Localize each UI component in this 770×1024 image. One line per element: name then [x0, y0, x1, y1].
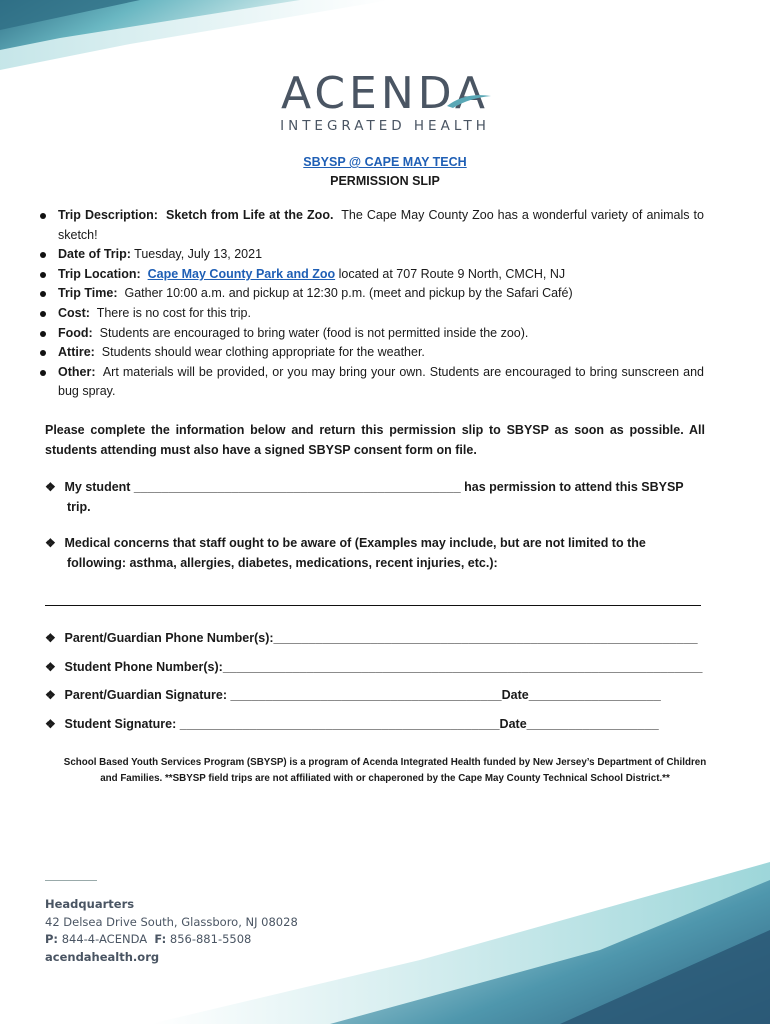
- medical-concerns-line[interactable]: [45, 605, 701, 606]
- diamond-bullet-icon: ❖: [45, 717, 56, 731]
- bullet-icon: [40, 370, 46, 376]
- hq-website-link[interactable]: acendahealth.org: [45, 949, 160, 964]
- bullet-icon: [40, 252, 46, 258]
- diamond-bullet-icon: ❖: [45, 631, 56, 645]
- divider: [45, 880, 97, 881]
- logo-subtitle: INTEGRATED HEALTH: [280, 118, 490, 134]
- list-item-cost: Cost: There is no cost for this trip.: [40, 304, 704, 324]
- document-title: PERMISSION SLIP: [330, 174, 440, 188]
- student-phone-field[interactable]: ❖ Student Phone Number(s):_____________________________________________________________________: [45, 657, 705, 677]
- trip-details-list: [40, 206, 704, 402]
- guardian-signature-field[interactable]: ❖ Parent/Guardian Signature: _______________________________________Date___________________: [45, 685, 705, 705]
- program-footnote: School Based Youth Services Program (SBYSP) is a program of Acenda Integrated Health funded by New Jersey’s Department of Children and Families. **SBYSP field trips are not affiliated with or chaperoned by the Cape May County Technical School District.**: [63, 757, 707, 784]
- bullet-icon: [40, 291, 46, 297]
- diamond-bullet-icon: ❖: [45, 688, 56, 702]
- diamond-bullet-icon: ❖: [45, 480, 56, 494]
- student-permission-field[interactable]: ❖ My student _______________________________________________ has permission to attend this SBYSP trip.: [45, 477, 705, 517]
- logo-swoosh-icon: [445, 90, 493, 110]
- location-link[interactable]: Cape May County Park and Zoo: [147, 266, 336, 281]
- diamond-bullet-icon: ❖: [45, 536, 56, 550]
- medical-concerns-field[interactable]: ❖ Medical concerns that staff ought to be aware of (Examples may include, but are not limited to the following: asthma, allergies, diabetes, medications, recent injuries, etc.):: [45, 533, 705, 573]
- instructions-paragraph: Please complete the information below and return this permission slip to SBYSP as soon as possible. All students attending must also have a signed SBYSP consent form on file.: [45, 423, 705, 457]
- acenda-logo: [0, 68, 770, 134]
- bullet-icon: [40, 272, 46, 278]
- guardian-phone-field[interactable]: ❖ Parent/Guardian Phone Number(s):_____________________________________________________________: [45, 628, 705, 648]
- bullet-icon: [40, 331, 46, 337]
- list-item-food: Food: Students are encouraged to bring water (food is not permitted inside the zoo).: [40, 324, 704, 344]
- program-title[interactable]: SBYSP @ CAPE MAY TECH: [303, 155, 467, 169]
- student-signature-field[interactable]: ❖ Student Signature: ______________________________________________Date___________________: [45, 714, 705, 734]
- diamond-bullet-icon: ❖: [45, 660, 56, 674]
- list-item-location: Trip Location: Cape May County Park and Zoo located at 707 Route 9 North, CMCH, NJ: [40, 265, 704, 285]
- list-item-description: Trip Description: Sketch from Life at the Zoo. The Cape May County Zoo has a wonderful variety of animals to sketch!: [40, 206, 704, 245]
- headquarters-block: [45, 896, 298, 966]
- hq-address: 42 Delsea Drive South, Glassboro, NJ 08028: [45, 914, 298, 929]
- logo-name: ACENDA: [281, 68, 489, 119]
- list-item-attire: Attire: Students should wear clothing appropriate for the weather.: [40, 343, 704, 363]
- bullet-icon: [40, 311, 46, 317]
- list-item-date: Date of Trip: Tuesday, July 13, 2021: [40, 245, 704, 265]
- hq-contact: P: 844-4-ACENDA F: 856-881-5508: [45, 932, 252, 946]
- list-item-time: Trip Time: Gather 10:00 a.m. and pickup at 12:30 p.m. (meet and pickup by the Safari Café): [40, 284, 704, 304]
- hq-label: Headquarters: [45, 897, 135, 911]
- bullet-icon: [40, 213, 46, 219]
- list-item-other: Other: Art materials will be provided, or you may bring your own. Students are encouraged to bring sunscreen and bug spray.: [40, 363, 704, 402]
- bullet-icon: [40, 350, 46, 356]
